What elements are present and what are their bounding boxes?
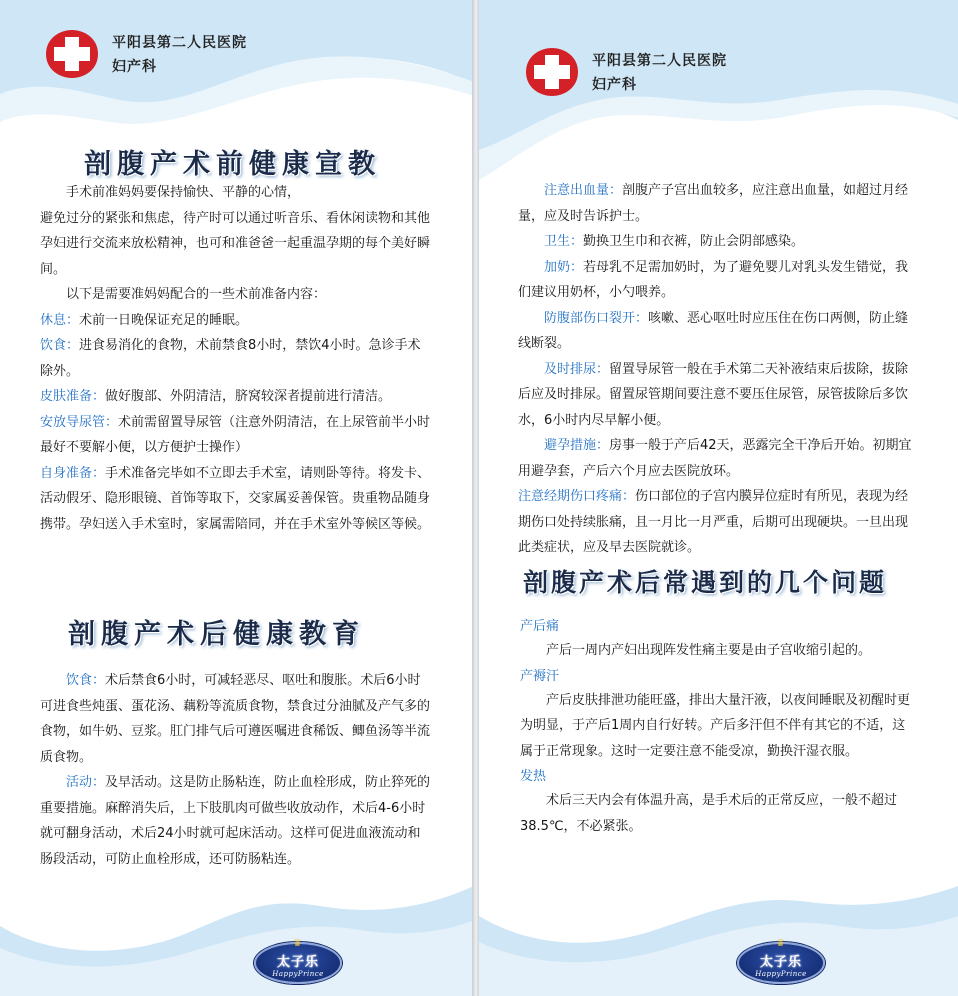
problem-heading-sweat: 产褥汗 — [520, 668, 560, 684]
left-page — [0, 0, 474, 996]
note-hygiene: 卫生：勤换卫生巾和衣裤，防止会阴部感染。 — [544, 234, 805, 249]
hospital-header — [520, 46, 727, 98]
note-contraception: 避孕措施：房事一般于产后42天，恶露完全干净后开始。初期宜用避孕套，产后六个月应去医院放环。 — [518, 438, 912, 479]
crown-icon: ♛ — [776, 938, 785, 949]
preop-item-rest: 休息：术前一日晚保证充足的睡眠。 — [40, 312, 249, 328]
top-wave-decoration — [479, 0, 958, 200]
bottom-wave-decoration — [479, 886, 958, 996]
problems-section-title: 剖腹产术后常遇到的几个问题 — [523, 568, 888, 597]
problem-text-sweat: 产后皮肤排泄功能旺盛，排出大量汗液，以夜间睡眠及初醒时更为明显，于产后1周内自行好转。产后多汗但不伴有其它的不适，这属于正常现象。这时一定要注意不能受凉，勤换汗湿衣服。 — [520, 692, 911, 759]
note-wound: 防腹部伤口裂开：咳嗽、恶心呕吐时应压住在伤口两侧，防止缝线断裂。 — [518, 310, 909, 351]
preop-section-title: 剖腹产术前健康宣教 — [84, 149, 381, 180]
brand-logo: ♛ 太子乐 HappyPrince — [737, 942, 825, 984]
preop-intro-2: 避免过分的紧张和焦虑，待产时可以通过听音乐、看休闲读物和其他孕妇进行交流来放松精神，也可和准爸爸一起重温孕期的每个美好瞬间。 — [40, 210, 431, 277]
department-name: 妇产科 — [592, 77, 637, 93]
crown-icon: ♛ — [293, 938, 302, 949]
preop-body — [40, 180, 432, 537]
preop-item-self: 自身准备：手术准备完毕如不立即去手术室，请则卧等待。将发卡、活动假牙、隐形眼镜、首饰等取下，交家属妥善保管。贵重物品随身携带。孕妇送入手术室时，家属需陪同，并在手术室外等候区等候。 — [40, 465, 431, 532]
bottom-wave-decoration — [0, 886, 474, 996]
right-page — [479, 0, 958, 996]
problem-text-fever: 术后三天内会有体温升高，是手术后的正常反应，一般不超过38.5℃，不必紧张。 — [520, 793, 898, 834]
preop-intro-1: 手术前准妈妈要保持愉快、平静的心情， — [66, 185, 301, 200]
hospital-header — [40, 28, 247, 80]
brand-logo: ♛ 太子乐 HappyPrince — [254, 942, 342, 984]
postop-diet: 饮食：术后禁食6小时，可减轻恶尽、呕吐和腹胀。术后6小时可进食些炖蛋、蛋花汤、藕粉等流质食物，禁食过分油腻及产气多的食物，如牛奶、豆浆。肛门排气后可遵医嘱进食稀饭、鲫鱼汤等半流质食物。 — [40, 673, 431, 765]
problem-heading-pain: 产后痛 — [520, 619, 560, 634]
preop-item-catheter: 安放导尿管：术前需留置导尿管（注意外阴清洁，在上尿管前半小时最好不要解小便，以方便护士操作） — [40, 414, 431, 455]
note-period-pain: 注意经期伤口疼痛：伤口部位的子宫内膜异位症时有所见，表现为经期伤口处持续胀痛，且一月比一月严重，后期可出现硬块。一旦出现此类症状，应及早去医院就诊。 — [518, 489, 909, 555]
postop-section-title: 剖腹产术后健康教育 — [68, 619, 365, 650]
preop-intro-3: 以下是需要准妈妈配合的一些术前准备内容： — [66, 287, 327, 302]
note-urination: 及时排尿：留置导尿管一般在手术第二天补液结束后拔除，拔除后应及时排尿。留置尿管期间要注意不要压住尿管，尿管拔除后多饮水，6小时内尽早解小便。 — [518, 361, 909, 428]
hospital-name: 平阳县第二人民医院 — [112, 35, 247, 51]
red-cross-icon — [40, 28, 104, 80]
preop-item-skin: 皮肤准备：做好腹部、外阴清洁，脐窝较深者提前进行清洁。 — [40, 389, 392, 404]
red-cross-icon — [520, 46, 584, 98]
problem-text-pain: 产后一周内产妇出现阵发性痛主要是由子宫收缩引起的。 — [546, 643, 872, 658]
note-formula: 加奶：若母乳不足需加奶时，为了避免婴儿对乳头发生错觉，我们建议用奶杯，小勺喂养。 — [518, 259, 909, 300]
postop-body — [40, 668, 432, 872]
preop-item-diet: 饮食：进食易消化的食物，术前禁食8小时，禁饮4小时。急诊手术除外。 — [40, 338, 421, 379]
postop-activity: 活动：及早活动。这是防止肠粘连，防止血栓形成，防止猝死的重要措施。麻醉消失后，上下肢肌肉可做些收放动作，术后4-6小时就可翻身活动，术后24小时就可起床活动。这样可促进血液流动和肠段活动，可防止血栓形成，还可防肠粘连。 — [40, 775, 431, 867]
problems-body — [520, 616, 918, 841]
note-bleeding: 注意出血量：剖腹产子宫出血较多，应注意出血量，如超过月经量，应及时告诉护士。 — [518, 183, 909, 224]
postop-notes — [518, 178, 916, 561]
department-name: 妇产科 — [112, 59, 157, 75]
problem-heading-fever: 发热 — [520, 769, 547, 784]
hospital-name: 平阳县第二人民医院 — [592, 53, 727, 69]
